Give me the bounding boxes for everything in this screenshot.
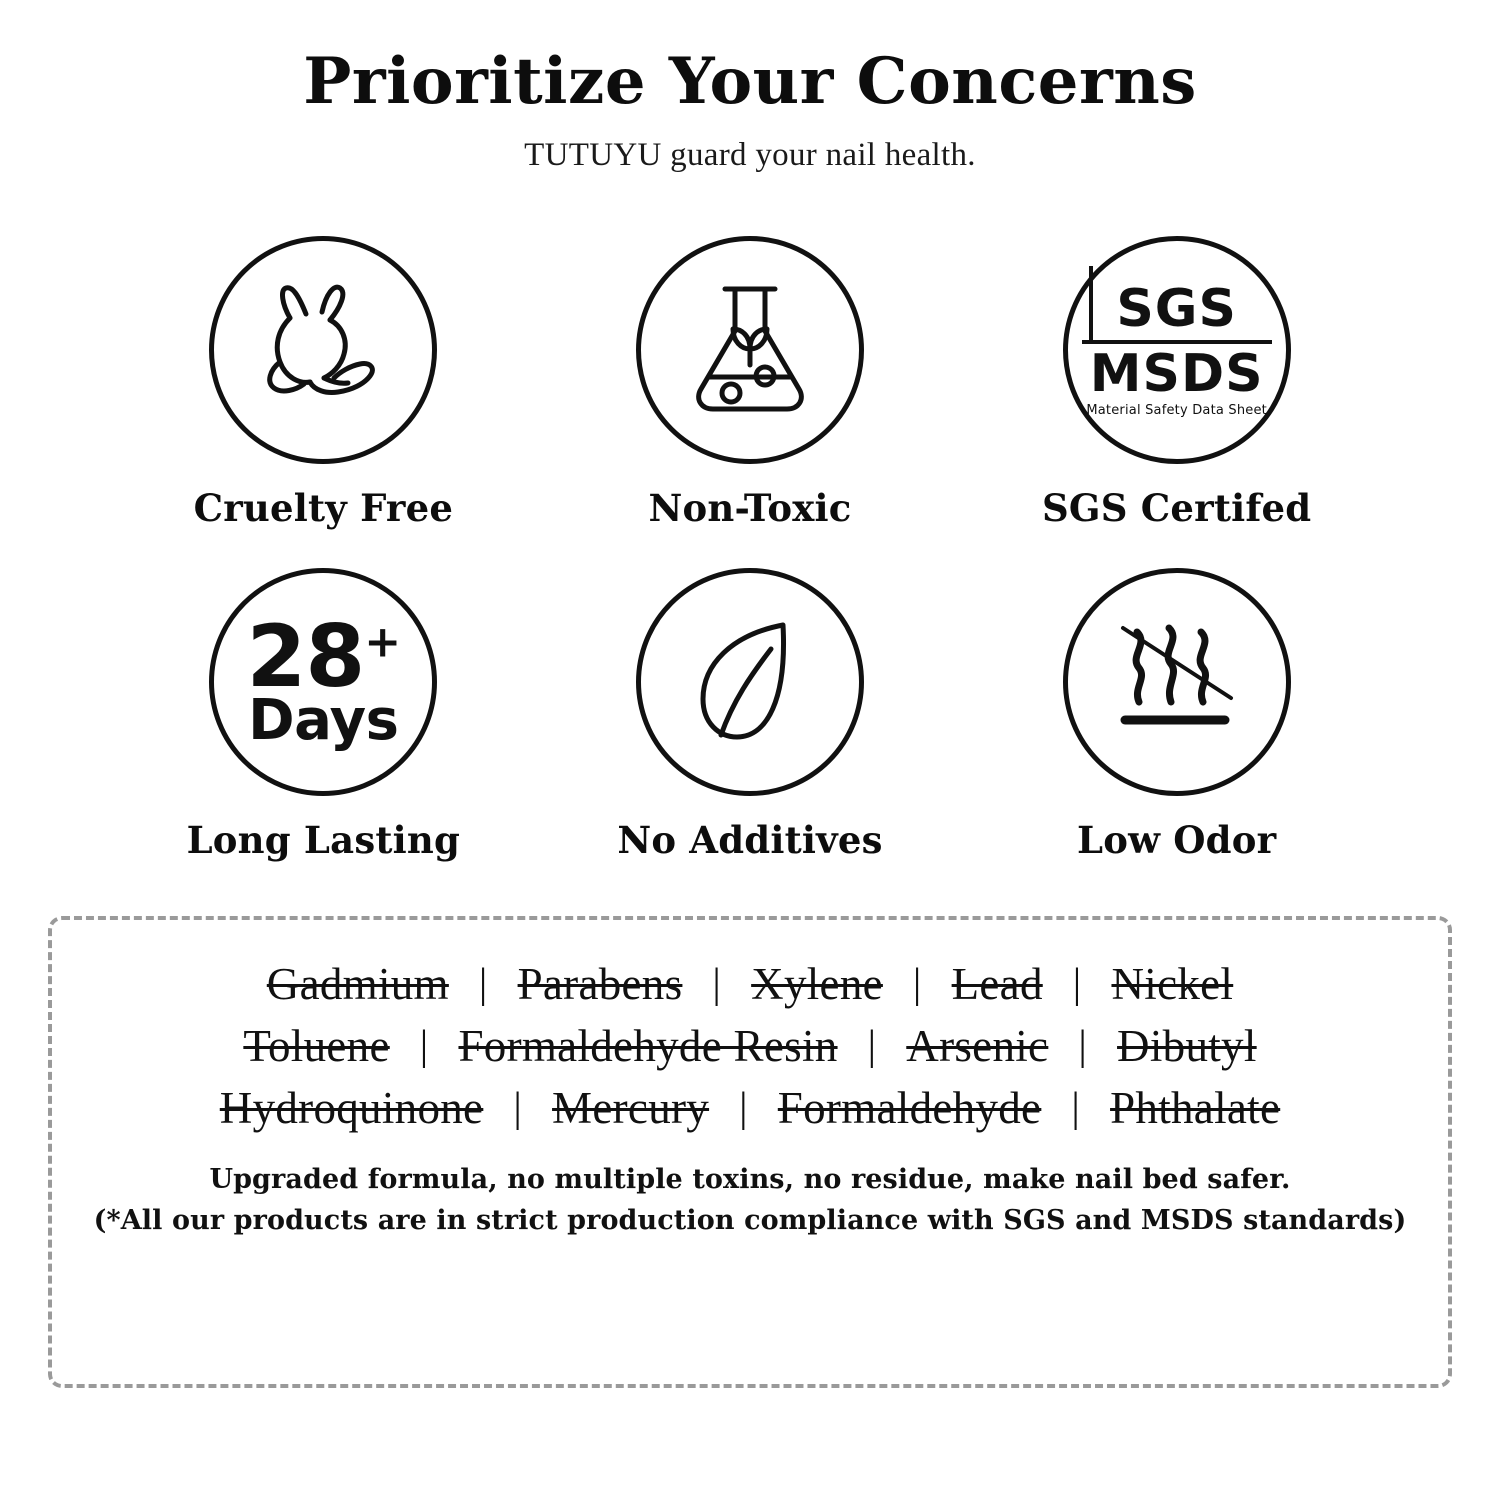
sgs-text: SGS (1116, 278, 1237, 339)
free-from-item: Nickel (1111, 959, 1234, 1010)
separator: | (912, 961, 922, 1008)
free-from-row (88, 958, 1412, 1010)
free-from-item: Dibutyl (1117, 1021, 1257, 1072)
separator: | (419, 1023, 429, 1070)
msds-subtitle: Material Safety Data Sheet (1086, 402, 1267, 418)
free-from-item: Phthalate (1110, 1083, 1281, 1134)
feature-low-odor (963, 568, 1390, 862)
feature-long-lasting (110, 568, 537, 862)
separator: | (1072, 961, 1082, 1008)
feature-label: Non-Toxic (648, 486, 852, 531)
free-from-row (88, 1020, 1412, 1072)
feature-non-toxic (537, 236, 964, 530)
badge-circle (636, 568, 864, 796)
separator: | (513, 1085, 523, 1132)
free-from-box (48, 916, 1452, 1388)
separator: | (478, 961, 488, 1008)
free-from-item: Mercury (552, 1083, 710, 1134)
msds-text: MSDS (1089, 343, 1264, 404)
free-from-item: Toluene (243, 1021, 390, 1072)
page-header (0, 0, 1500, 174)
feature-no-additives (537, 568, 964, 862)
note-line: Upgraded formula, no multiple toxins, no residue, make nail bed safer. (209, 1164, 1291, 1196)
feature-cruelty-free (110, 236, 537, 530)
separator: | (739, 1085, 748, 1132)
free-from-item: Arsenic (906, 1021, 1049, 1072)
low-odor-icon (1101, 610, 1253, 755)
free-from-list (88, 958, 1412, 1134)
days-count: 28 (246, 606, 365, 707)
separator: | (712, 961, 722, 1008)
flask-leaf-icon (675, 273, 825, 428)
free-from-item: Gadmium (266, 959, 449, 1010)
separator: | (867, 1023, 877, 1070)
note-line: (*All our products are in strict production compliance with SGS and MSDS standards) (93, 1204, 1407, 1236)
free-from-item: Parabens (517, 959, 683, 1010)
badge-circle (1063, 236, 1291, 464)
feature-label: Low Odor (1077, 818, 1277, 863)
28-days-icon (246, 606, 401, 753)
page-title: Prioritize Your Concerns (303, 44, 1197, 119)
free-from-item: Hydroquinone (219, 1083, 484, 1134)
page-subtitle: TUTUYU guard your nail health. (524, 137, 976, 174)
days-number (246, 606, 401, 707)
feature-grid (110, 236, 1390, 862)
sgs-msds-icon (1077, 270, 1277, 430)
feature-label: Long Lasting (186, 818, 461, 863)
badge-circle (636, 236, 864, 464)
separator: | (1071, 1085, 1081, 1132)
badge-circle (209, 236, 437, 464)
leaf-icon (675, 605, 825, 760)
feature-label: SGS Certifed (1042, 486, 1312, 531)
badge-circle (209, 568, 437, 796)
feature-label: Cruelty Free (193, 486, 454, 531)
days-word: Days (248, 687, 399, 753)
rabbit-icon (248, 278, 398, 423)
free-from-item: Formaldehyde (777, 1083, 1042, 1134)
feature-label: No Additives (617, 818, 883, 863)
free-from-item: Xylene (751, 959, 883, 1010)
days-plus: + (364, 616, 401, 668)
separator: | (1078, 1023, 1088, 1070)
sgs-vertical-rule (1089, 266, 1093, 342)
badge-circle (1063, 568, 1291, 796)
free-from-item: Lead (951, 959, 1043, 1010)
free-from-row (88, 1082, 1412, 1134)
free-from-item: Formaldehyde Resin (458, 1021, 838, 1072)
feature-sgs-certified (963, 236, 1390, 530)
free-from-notes (88, 1160, 1412, 1241)
